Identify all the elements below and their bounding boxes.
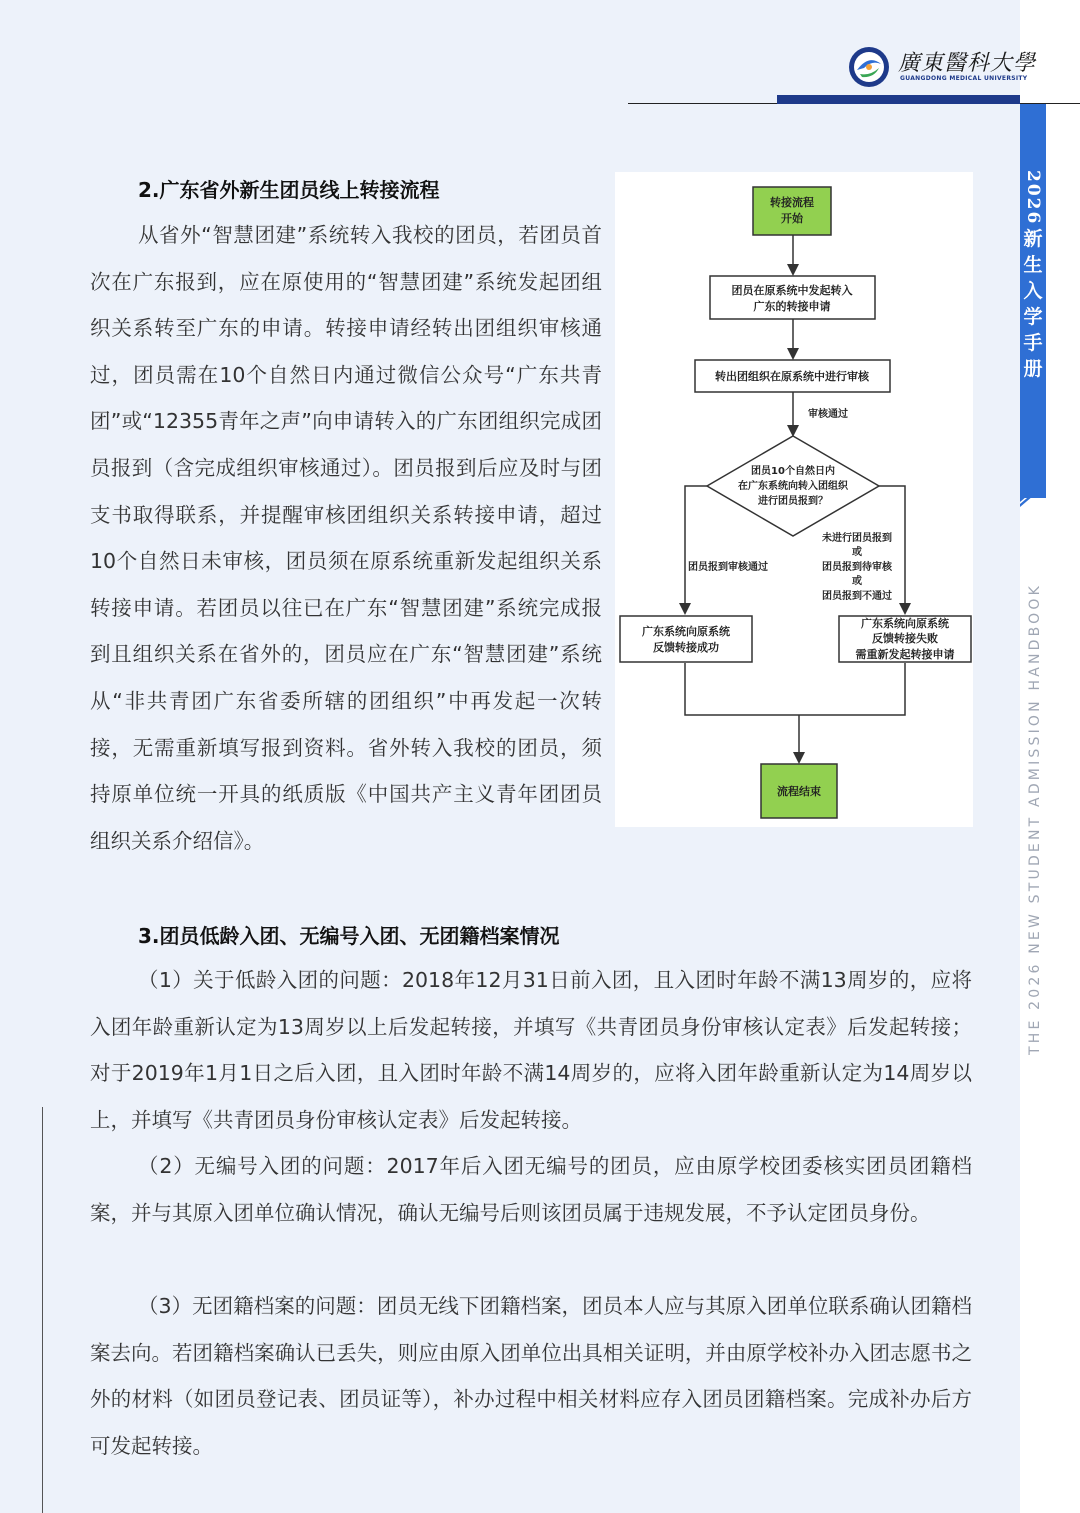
section-3-item-1: （1）关于低龄入团的问题：2018年12月31日前入团，且入团时年龄不满13周岁的，应将入团年龄重新认定为13周岁以上后发起转接，并填写《共青团员身份审核认定表》后发起转接；对于2019年1月1日之后入团，且入团时年龄不满14周岁的，应将入团年龄重新认定为14周岁以上，并填写《共青团员身份审核认定表》后发起转接。 <box>90 968 972 1132</box>
side-title-char: 册 <box>1023 358 1043 381</box>
left-margin-rule <box>42 1107 43 1513</box>
side-title-char: 手 <box>1023 332 1043 355</box>
flowchart-svg <box>615 172 973 827</box>
start-node-label: 转接流程 <box>770 196 814 209</box>
right-branch-label: 或 <box>852 547 862 558</box>
section-2-paragraph: 从省外“智慧团建”系统转入我校的团员，若团员首次在广东报到，应在原使用的“智慧团建”系统发起团组织关系转至广东的申请。转接申请经转出团组织审核通过，团员需在10个自然日内通过微信公众号“广东共青团”或“12355青年之声”向申请转入的广东团组织完成团员报到（含完成组织审核通过）。团员报到后应及时与团支书取得联系，并提醒审核团组织关系转接申请，超过10个自然日未审核，团员须在原系统重新发起组织关系转接申请。若团员以往已在广东“智慧团建”系统完成报到且组织关系在省外的，团员应在广东“智慧团建”系统从“非共青团广东省委所辖的团组织”中再发起一次转接，无需重新填写报到资料。省外转入我校的团员，须持原单位统一开具的纸质版《中国共产主义青年团团员组织关系介绍信》。 <box>90 223 602 853</box>
success-node <box>620 616 752 662</box>
step-review-label: 转出团组织在原系统中进行审核 <box>715 370 869 383</box>
success-node-label: 广东系统向原系统 <box>642 625 730 638</box>
side-title-char: 新 <box>1023 228 1043 251</box>
header-accent-bar <box>777 95 1020 104</box>
logo-english-name: GUANGDONG MEDICAL UNIVERSITY <box>900 75 1028 82</box>
side-english-title: THE 2026 NEW STUDENT ADMISSION HANDBOOK <box>1027 583 1043 1055</box>
right-branch-label: 团员报到待审核 <box>822 562 892 573</box>
start-node <box>753 187 831 235</box>
side-title-char: 生 <box>1023 254 1043 277</box>
approved-label: 审核通过 <box>808 409 848 420</box>
section-2-heading: 2.广东省外新生团员线上转接流程 <box>138 178 440 202</box>
side-band-stripes <box>1020 470 1050 510</box>
side-title-char: 学 <box>1023 306 1043 329</box>
side-title-year: 2026 <box>1023 170 1043 226</box>
start-node-label: 开始 <box>781 212 803 225</box>
right-branch-label: 或 <box>852 576 862 587</box>
right-branch-label: 团员报到不通过 <box>822 591 892 602</box>
section-3-heading: 3.团员低龄入团、无编号入团、无团籍档案情况 <box>138 924 560 948</box>
left-branch-label: 团员报到审核通过 <box>688 562 768 573</box>
decision-label: 进行团员报到？ <box>758 496 828 507</box>
fail-node-label: 广东系统向原系统 <box>861 617 949 630</box>
fail-node-label: 反馈转接失败 <box>872 632 938 645</box>
university-emblem-icon <box>848 46 890 88</box>
right-branch-label: 未进行团员报到 <box>822 533 892 544</box>
transfer-flowchart <box>615 172 973 827</box>
flow-arrow <box>685 486 707 612</box>
step-initiate-label: 广东的转接申请 <box>753 300 831 313</box>
decision-label: 团员10个自然日内 <box>751 466 835 477</box>
step-initiate-label: 团员在原系统中发起转入 <box>731 284 853 297</box>
end-node-label: 流程结束 <box>777 785 821 798</box>
university-logo <box>848 44 1037 92</box>
side-title <box>1020 170 1046 381</box>
decision-label: 在广东系统向转入团组织 <box>738 481 848 492</box>
section-3-item-2: （2）无编号入团的问题：2017年后入团无编号的团员，应由原学校团委核实团员团籍档案，并与其原入团单位确认情况，确认无编号后则该团员属于违规发展，不予认定团员身份。 <box>90 1154 972 1225</box>
section-3-item-3: （3）无团籍档案的问题：团员无线下团籍档案，团员本人应与其原入团单位联系确认团籍档案去向。若团籍档案确认已丢失，则应由原入团单位出具相关证明，并由原学校补办入团志愿书之外的材料（如团员登记表、团员证等），补办过程中相关材料应存入团员团籍档案。完成补办后方可发起转接。 <box>90 1294 972 1458</box>
fail-node-label: 需重新发起转接申请 <box>855 648 955 661</box>
logo-name: 廣東醫科大學 <box>898 51 1037 76</box>
success-node-label: 反馈转接成功 <box>653 641 719 654</box>
side-title-char: 入 <box>1023 280 1043 303</box>
flow-merge-line <box>685 663 905 715</box>
